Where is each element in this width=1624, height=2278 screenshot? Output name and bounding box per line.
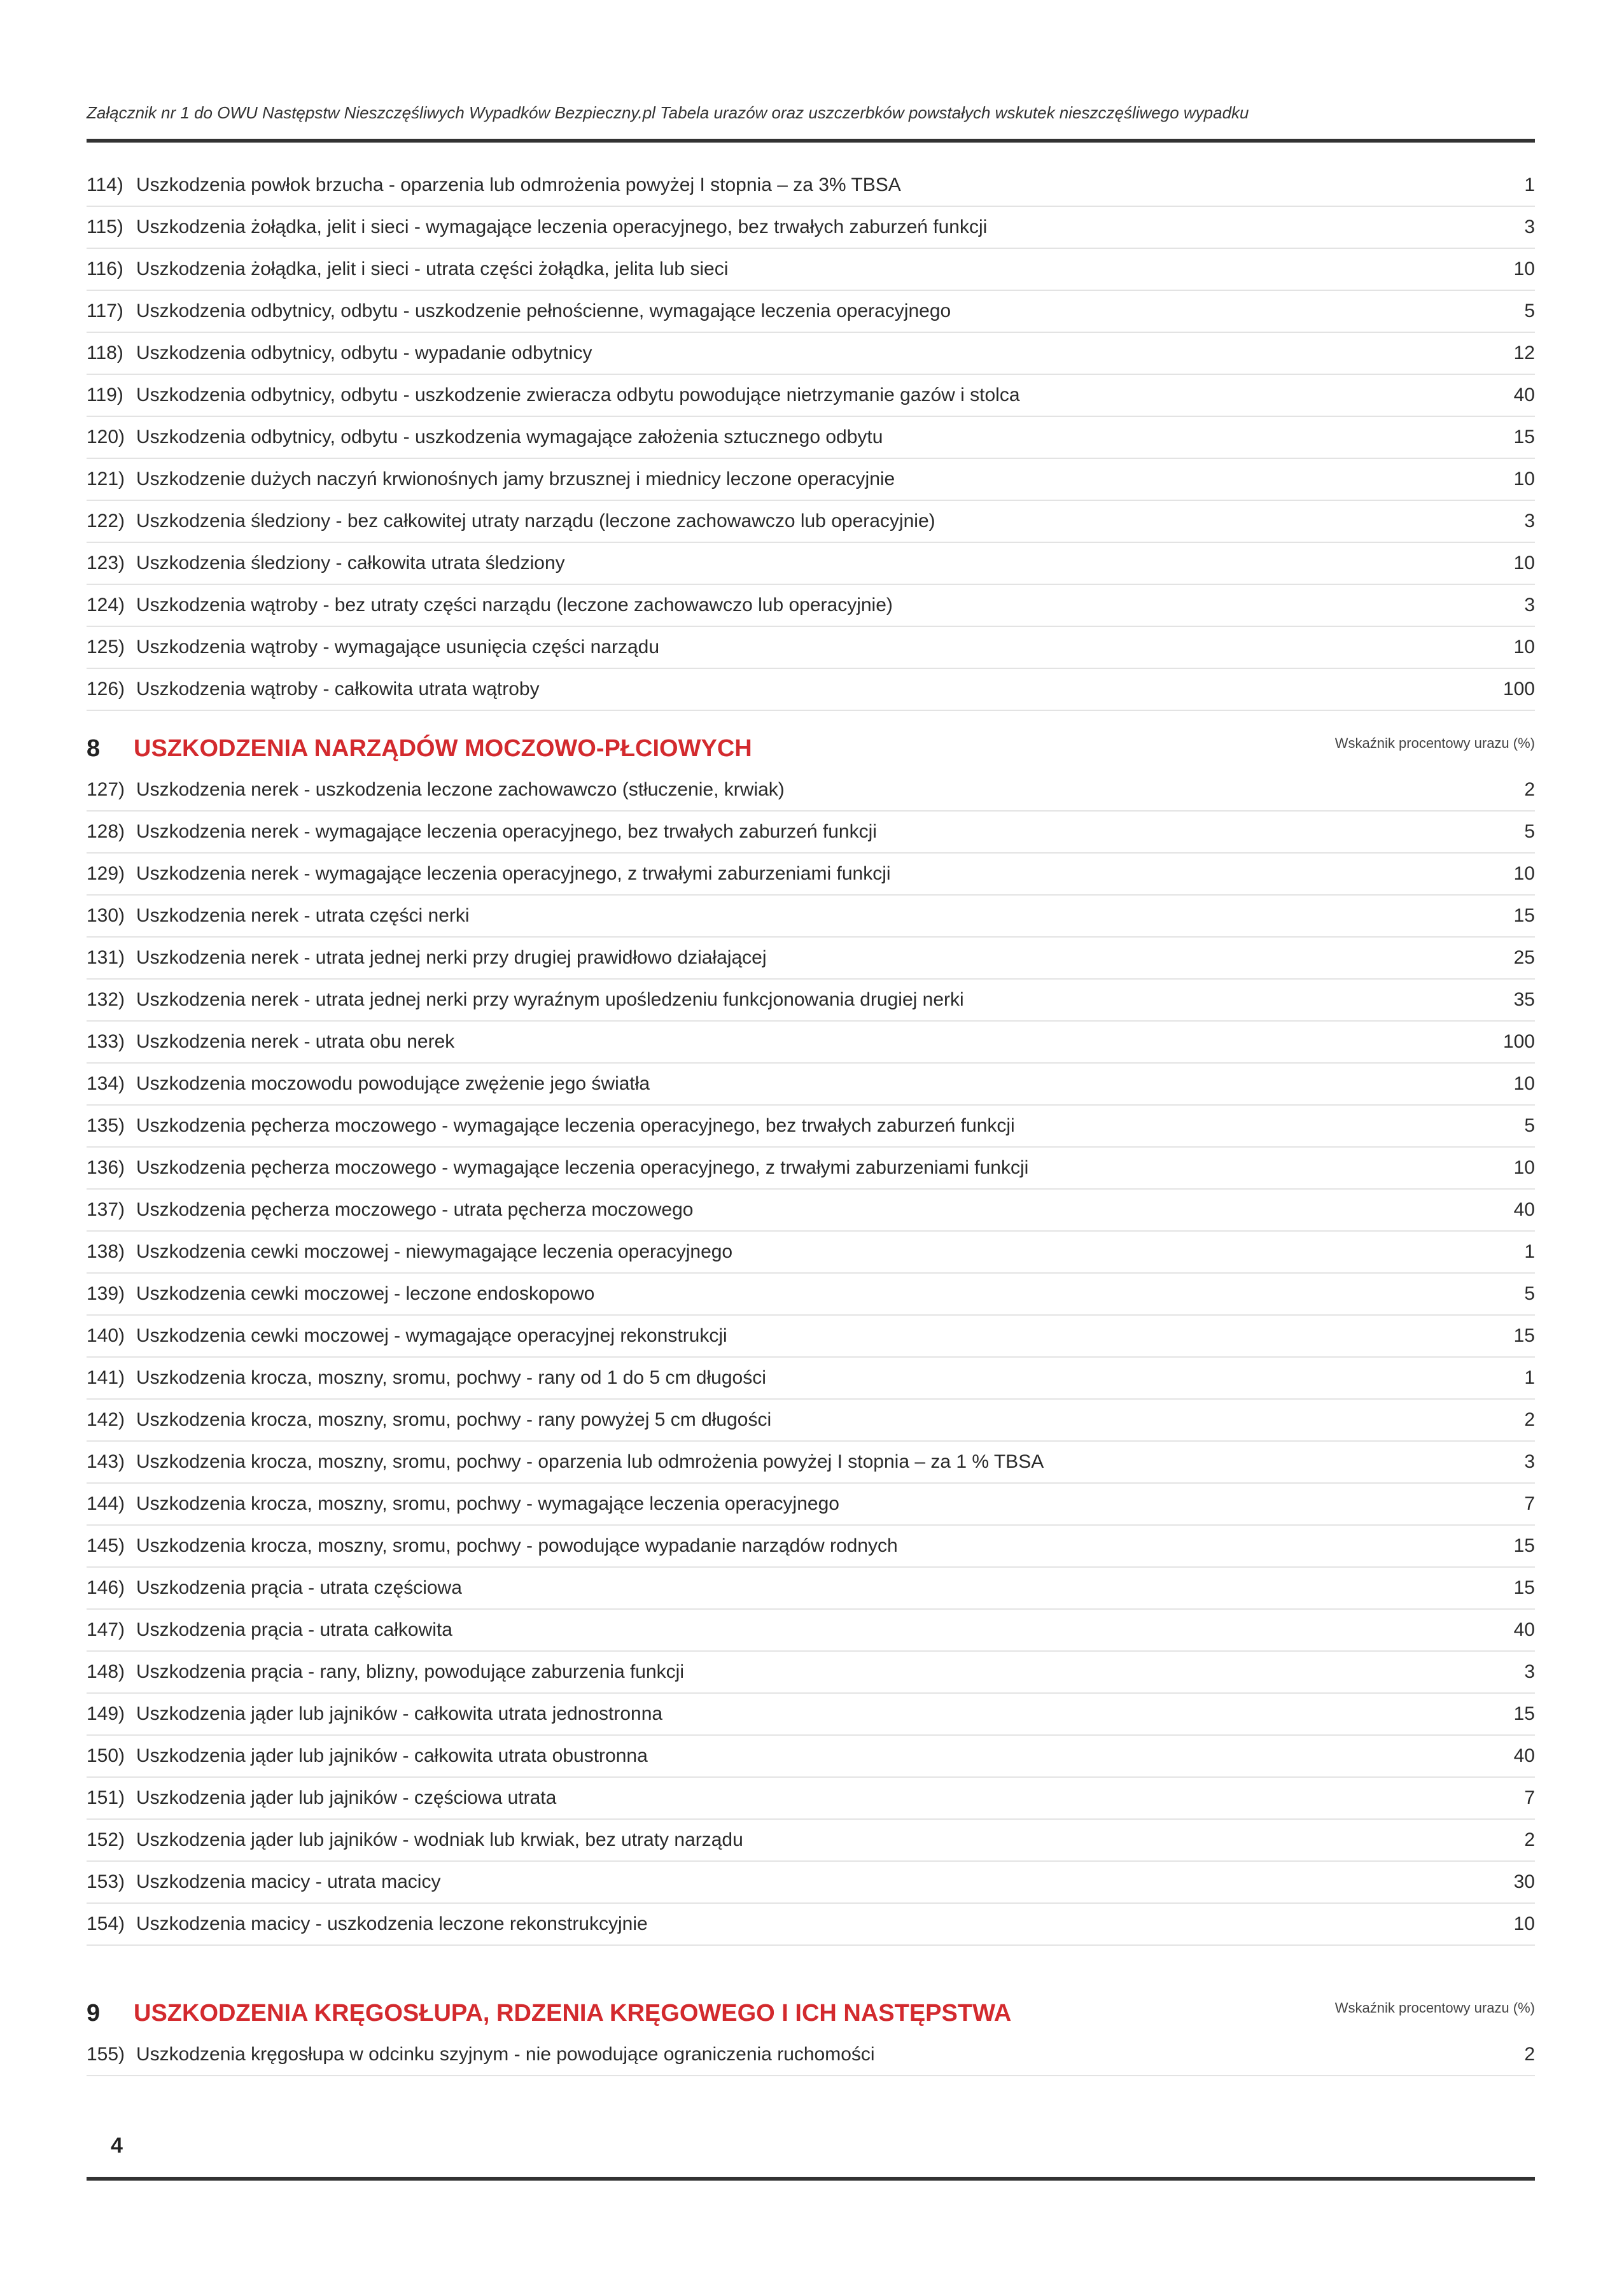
row-value: 35 [1513,989,1535,1010]
row-number: 119) [87,384,123,405]
table-row [87,1274,1535,1316]
table-row [87,1778,1535,1820]
row-description: Uszkodzenia pęcherza moczowego - wymagające leczenia operacyjnego, bez trwałych zaburzeń funkcji [136,1115,1015,1136]
table-row [87,1610,1535,1652]
row-description: Uszkodzenia krocza, moszny, sromu, pochwy - wymagające leczenia operacyjnego [136,1493,839,1514]
row-value: 10 [1513,468,1535,489]
table-row [87,543,1535,585]
row-number: 132) [87,989,125,1010]
row-description: Uszkodzenia odbytnicy, odbytu - uszkodzenie pełnościenne, wymagające leczenia operacyjnego [136,300,951,321]
row-value: 3 [1524,594,1535,615]
row-value: 12 [1513,342,1535,363]
row-description: Uszkodzenia jąder lub jajników - wodniak lub krwiak, bez utraty narządu [136,1829,743,1850]
row-value: 10 [1513,863,1535,884]
table-row [87,249,1535,291]
section-header [87,1986,1535,2034]
row-value: 25 [1513,947,1535,968]
row-number: 127) [87,779,125,800]
row-number: 114) [87,174,123,195]
row-value: 15 [1513,1577,1535,1598]
row-description: Uszkodzenia wątroby - całkowita utrata wątroby [136,678,540,700]
table-row [87,1862,1535,1904]
section-title: USZKODZENIA KRĘGOSŁUPA, RDZENIA KRĘGOWEGO I ICH NASTĘPSTWA [134,2000,1012,2027]
row-description: Uszkodzenia cewki moczowej - niewymagające leczenia operacyjnego [136,1241,733,1262]
injury-table-section-9 [87,2034,1535,2076]
table-row [87,165,1535,207]
row-number: 122) [87,510,125,531]
row-number: 129) [87,863,125,884]
row-value: 5 [1524,821,1535,842]
row-value: 2 [1524,1829,1535,1850]
row-value: 2 [1524,2044,1535,2065]
table-row [87,459,1535,501]
row-value: 30 [1513,1871,1535,1892]
row-number: 133) [87,1031,125,1052]
row-value: 10 [1513,1073,1535,1094]
table-row [87,1484,1535,1526]
injury-table-section-8 [87,770,1535,1946]
table-row [87,1400,1535,1442]
row-value: 3 [1524,1661,1535,1682]
row-value: 1 [1524,1367,1535,1388]
row-description: Uszkodzenia prącia - utrata całkowita [136,1619,452,1640]
row-number: 124) [87,594,125,615]
row-description: Uszkodzenia krocza, moszny, sromu, pochwy - rany od 1 do 5 cm długości [136,1367,766,1388]
table-row [87,1106,1535,1148]
row-value: 7 [1524,1787,1535,1808]
row-number: 151) [87,1787,125,1808]
table-row [87,1442,1535,1484]
row-value: 10 [1513,636,1535,657]
table-row [87,417,1535,459]
header-divider [87,139,1535,143]
row-value: 7 [1524,1493,1535,1514]
column-label: Wskaźnik procentowy urazu (%) [1334,2000,1535,2016]
table-row [87,938,1535,980]
table-row [87,1148,1535,1190]
row-value: 100 [1502,1031,1535,1052]
section-number: 9 [87,2000,101,2027]
row-number: 140) [87,1325,125,1346]
row-description: Uszkodzenia śledziony - bez całkowitej utraty narządu (leczone zachowawczo lub operacyjnie) [136,510,935,531]
row-value: 2 [1524,1409,1535,1430]
table-row [87,1232,1535,1274]
row-description: Uszkodzenia prącia - rany, blizny, powodujące zaburzenia funkcji [136,1661,684,1682]
table-row [87,333,1535,375]
row-value: 3 [1524,1451,1535,1472]
row-number: 149) [87,1703,125,1724]
table-row [87,207,1535,249]
page-number: 4 [111,2134,123,2158]
row-description: Uszkodzenia żołądka, jelit i sieci - utrata części żołądka, jelita lub sieci [136,258,729,279]
injury-table-top [87,165,1535,711]
row-description: Uszkodzenia jąder lub jajników - częściowa utrata [136,1787,557,1808]
table-row [87,1526,1535,1568]
row-number: 138) [87,1241,125,1262]
row-number: 121) [87,468,125,489]
row-description: Uszkodzenia żołądka, jelit i sieci - wymagające leczenia operacyjnego, bez trwałych zaburzeń funkcji [136,216,988,237]
row-number: 146) [87,1577,125,1598]
table-row [87,1358,1535,1400]
row-description: Uszkodzenia nerek - wymagające leczenia operacyjnego, z trwałymi zaburzeniami funkcji [136,863,891,884]
section-number: 8 [87,735,101,762]
row-number: 125) [87,636,125,657]
table-row [87,1316,1535,1358]
row-number: 118) [87,342,123,363]
table-row [87,1904,1535,1946]
row-value: 5 [1524,300,1535,321]
section-header [87,721,1535,770]
row-number: 150) [87,1745,125,1766]
row-description: Uszkodzenia odbytnicy, odbytu - uszkodzenia wymagające założenia sztucznego odbytu [136,426,883,447]
row-description: Uszkodzenia krocza, moszny, sromu, pochwy - oparzenia lub odmrożenia powyżej I stopnia – za 1 % TBSA [136,1451,1044,1472]
row-number: 141) [87,1367,125,1388]
section-9 [87,1986,1535,2076]
table-row [87,1736,1535,1778]
row-description: Uszkodzenia pęcherza moczowego - wymagające leczenia operacyjnego, z trwałymi zaburzeniami funkcji [136,1157,1029,1178]
row-description: Uszkodzenia nerek - wymagające leczenia operacyjnego, bez trwałych zaburzeń funkcji [136,821,877,842]
row-number: 155) [87,2044,125,2065]
row-value: 40 [1513,1199,1535,1220]
row-value: 40 [1513,1745,1535,1766]
row-description: Uszkodzenia powłok brzucha - oparzenia lub odmrożenia powyżej I stopnia – za 3% TBSA [136,174,901,195]
row-number: 135) [87,1115,125,1136]
row-description: Uszkodzenia cewki moczowej - wymagające operacyjnej rekonstrukcji [136,1325,727,1346]
row-number: 139) [87,1283,125,1304]
row-description: Uszkodzenia nerek - utrata części nerki [136,905,470,926]
table-row [87,896,1535,938]
row-value: 10 [1513,258,1535,279]
row-description: Uszkodzenia odbytnicy, odbytu - uszkodzenie zwieracza odbytu powodujące nietrzymanie gazów i stolca [136,384,1020,405]
row-number: 145) [87,1535,125,1556]
row-value: 15 [1513,905,1535,926]
row-number: 117) [87,300,123,321]
column-label: Wskaźnik procentowy urazu (%) [1334,735,1535,751]
header-title: Załącznik nr 1 do OWU Następstw Nieszczęśliwych Wypadków Bezpieczny.pl Tabela urazów oraz uszczerbków powstałych wskutek nieszczęśliwego wypadku [87,103,1249,122]
table-row [87,669,1535,711]
row-description: Uszkodzenia wątroby - bez utraty części narządu (leczone zachowawczo lub operacyjnie) [136,594,893,615]
row-value: 15 [1513,1703,1535,1724]
row-description: Uszkodzenia jąder lub jajników - całkowita utrata obustronna [136,1745,648,1766]
row-number: 128) [87,821,125,842]
row-value: 10 [1513,1157,1535,1178]
row-number: 131) [87,947,125,968]
row-number: 148) [87,1661,125,1682]
section-8 [87,721,1535,1946]
table-row [87,812,1535,854]
row-description: Uszkodzenia jąder lub jajników - całkowita utrata jednostronna [136,1703,663,1724]
row-description: Uszkodzenia nerek - utrata obu nerek [136,1031,455,1052]
row-number: 147) [87,1619,125,1640]
row-description: Uszkodzenia kręgosłupa w odcinku szyjnym - nie powodujące ograniczenia ruchomości [136,2044,875,2065]
row-number: 134) [87,1073,125,1094]
row-number: 137) [87,1199,125,1220]
row-value: 5 [1524,1115,1535,1136]
table-row [87,627,1535,669]
table-row [87,1190,1535,1232]
row-number: 136) [87,1157,125,1178]
table-row [87,375,1535,417]
row-number: 123) [87,552,125,573]
row-description: Uszkodzenia krocza, moszny, sromu, pochwy - rany powyżej 5 cm długości [136,1409,772,1430]
row-number: 126) [87,678,125,700]
row-value: 3 [1524,216,1535,237]
row-number: 143) [87,1451,125,1472]
row-value: 2 [1524,779,1535,800]
row-description: Uszkodzenia krocza, moszny, sromu, pochwy - powodujące wypadanie narządów rodnych [136,1535,898,1556]
row-value: 1 [1524,174,1535,195]
row-number: 153) [87,1871,125,1892]
row-description: Uszkodzenia macicy - uszkodzenia leczone rekonstrukcyjnie [136,1913,648,1934]
row-value: 3 [1524,510,1535,531]
table-row [87,854,1535,896]
table-row [87,1064,1535,1106]
row-value: 40 [1513,384,1535,405]
row-number: 144) [87,1493,125,1514]
row-description: Uszkodzenia nerek - utrata jednej nerki przy wyraźnym upośledzeniu funkcjonowania drugiej nerki [136,989,964,1010]
row-number: 152) [87,1829,125,1850]
footer-divider [87,2177,1535,2181]
row-description: Uszkodzenia pęcherza moczowego - utrata pęcherza moczowego [136,1199,694,1220]
row-number: 142) [87,1409,125,1430]
table-row [87,1652,1535,1694]
row-description: Uszkodzenia macicy - utrata macicy [136,1871,441,1892]
row-number: 130) [87,905,125,926]
table-row [87,1694,1535,1736]
row-description: Uszkodzenia prącia - utrata częściowa [136,1577,462,1598]
row-description: Uszkodzenia cewki moczowej - leczone endoskopowo [136,1283,595,1304]
table-row [87,1022,1535,1064]
table-row [87,980,1535,1022]
page-header [87,102,1535,123]
row-number: 116) [87,258,123,279]
table-row [87,291,1535,333]
table-row [87,501,1535,543]
row-value: 15 [1513,1535,1535,1556]
row-description: Uszkodzenia nerek - uszkodzenia leczone zachowawczo (stłuczenie, krwiak) [136,779,785,800]
table-row [87,1820,1535,1862]
row-number: 115) [87,216,123,237]
table-row [87,770,1535,812]
row-value: 1 [1524,1241,1535,1262]
table-row [87,1568,1535,1610]
row-description: Uszkodzenie dużych naczyń krwionośnych jamy brzusznej i miednicy leczone operacyjnie [136,468,895,489]
row-value: 15 [1513,426,1535,447]
row-description: Uszkodzenia odbytnicy, odbytu - wypadanie odbytnicy [136,342,592,363]
section-title: USZKODZENIA NARZĄDÓW MOCZOWO-PŁCIOWYCH [134,735,752,762]
row-value: 10 [1513,1913,1535,1934]
table-row [87,2034,1535,2076]
table-row [87,585,1535,627]
row-description: Uszkodzenia wątroby - wymagające usunięcia części narządu [136,636,660,657]
row-value: 5 [1524,1283,1535,1304]
row-number: 154) [87,1913,125,1934]
row-description: Uszkodzenia nerek - utrata jednej nerki przy drugiej prawidłowo działającej [136,947,767,968]
row-description: Uszkodzenia śledziony - całkowita utrata śledziony [136,552,565,573]
row-value: 40 [1513,1619,1535,1640]
row-description: Uszkodzenia moczowodu powodujące zwężenie jego światła [136,1073,650,1094]
row-value: 100 [1502,678,1535,700]
row-number: 120) [87,426,125,447]
row-value: 15 [1513,1325,1535,1346]
row-value: 10 [1513,552,1535,573]
